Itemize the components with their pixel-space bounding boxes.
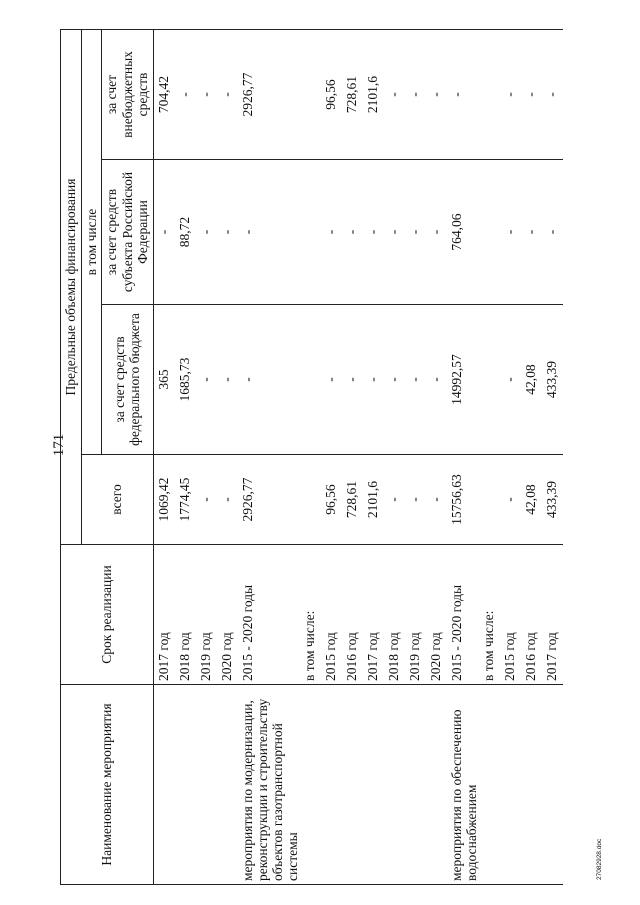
- funding-table-rotated: [60, 30, 559, 885]
- row-term-cell: 2018 год: [384, 545, 405, 685]
- row-extra-cell: -: [426, 29, 447, 159]
- row-name-cell: [542, 685, 563, 885]
- row-federal-cell: -: [238, 305, 300, 455]
- table-row: [447, 29, 479, 884]
- page-number: 171: [51, 433, 67, 457]
- row-regional-cell: [479, 160, 500, 305]
- row-name-cell: [363, 685, 384, 885]
- row-regional-cell: -: [500, 160, 521, 305]
- row-term-cell: 2019 год: [405, 545, 426, 685]
- row-extra-cell: -: [196, 29, 217, 159]
- row-total-cell: -: [384, 455, 405, 545]
- funding-table: [60, 29, 563, 885]
- row-total-cell: [300, 455, 321, 545]
- table-row: [363, 29, 384, 884]
- row-extra-cell: -: [521, 29, 542, 159]
- row-total-cell: [479, 455, 500, 545]
- table-row: [542, 29, 563, 884]
- header-regional: за счет средств субъекта Российской Федерации: [102, 160, 154, 305]
- row-term-cell: 2016 год: [342, 545, 363, 685]
- row-total-cell: -: [405, 455, 426, 545]
- row-term-cell: 2015 год: [321, 545, 342, 685]
- row-federal-cell: -: [196, 305, 217, 455]
- row-total-cell: -: [426, 455, 447, 545]
- row-regional-cell: -: [384, 160, 405, 305]
- row-total-cell: -: [217, 455, 238, 545]
- row-regional-cell: -: [521, 160, 542, 305]
- row-total-cell: 96,56: [321, 455, 342, 545]
- row-federal-cell: [479, 305, 500, 455]
- row-term-cell: 2017 год: [542, 545, 563, 685]
- row-total-cell: 433,39: [542, 455, 563, 545]
- table-row: [479, 29, 500, 884]
- row-name-cell: [521, 685, 542, 885]
- row-total-cell: 15756,63: [447, 455, 479, 545]
- table-row: [342, 29, 363, 884]
- row-federal-cell: -: [321, 305, 342, 455]
- row-extra-cell: -: [384, 29, 405, 159]
- row-federal-cell: 433,39: [542, 305, 563, 455]
- table-row: [175, 29, 196, 884]
- row-name-cell: [300, 685, 321, 885]
- row-regional-cell: -: [426, 160, 447, 305]
- row-name-cell: [405, 685, 426, 885]
- header-incl: в том числе: [81, 29, 102, 454]
- row-total-cell: 2926,77: [238, 455, 300, 545]
- header-federal: за счет средств федерального бюджета: [102, 305, 154, 455]
- row-federal-cell: -: [384, 305, 405, 455]
- row-name-cell: [342, 685, 363, 885]
- row-extra-cell: -: [217, 29, 238, 159]
- row-name-cell: [500, 685, 521, 885]
- table-row: [521, 29, 542, 884]
- row-name-cell: [384, 685, 405, 885]
- row-name-cell: [479, 685, 500, 885]
- row-name-cell: мероприятия по модернизации, реконструкции и строительству объектов газотранспортной системы: [238, 685, 300, 885]
- row-extra-cell: 2926,77: [238, 29, 300, 159]
- row-regional-cell: -: [405, 160, 426, 305]
- table-row: [196, 29, 217, 884]
- row-extra-cell: 2101,6: [363, 29, 384, 159]
- row-total-cell: -: [196, 455, 217, 545]
- header-extra: за счет внебюджетных средств: [102, 29, 154, 159]
- row-term-cell: 2015 - 2020 годы: [238, 545, 300, 685]
- row-regional-cell: [300, 160, 321, 305]
- row-regional-cell: -: [217, 160, 238, 305]
- row-extra-cell: 704,42: [153, 29, 175, 159]
- row-federal-cell: 1685,73: [175, 305, 196, 455]
- header-limits: Предельные объемы финансирования: [61, 29, 82, 544]
- table-row: [384, 29, 405, 884]
- row-extra-cell: -: [447, 29, 479, 159]
- row-total-cell: 42,08: [521, 455, 542, 545]
- row-regional-cell: -: [342, 160, 363, 305]
- row-total-cell: 1774,45: [175, 455, 196, 545]
- row-name-cell: [217, 685, 238, 885]
- row-regional-cell: 88,72: [175, 160, 196, 305]
- row-regional-cell: -: [196, 160, 217, 305]
- row-federal-cell: 42,08: [521, 305, 542, 455]
- row-name-cell: [426, 685, 447, 885]
- row-regional-cell: -: [542, 160, 563, 305]
- row-federal-cell: -: [405, 305, 426, 455]
- header-term: Срок реализации: [61, 545, 154, 685]
- row-name-cell: мероприятия по обеспечению водоснабжением: [447, 685, 479, 885]
- row-term-cell: 2020 год: [217, 545, 238, 685]
- row-federal-cell: -: [426, 305, 447, 455]
- row-regional-cell: -: [153, 160, 175, 305]
- row-term-cell: 2017 год: [153, 545, 175, 685]
- row-total-cell: 1069,42: [153, 455, 175, 545]
- row-name-cell: [175, 685, 196, 885]
- row-term-cell: 2019 год: [196, 545, 217, 685]
- document-stamp: 27082928.doc: [596, 838, 603, 880]
- row-federal-cell: -: [342, 305, 363, 455]
- row-regional-cell: 764,06: [447, 160, 479, 305]
- row-name-cell: [321, 685, 342, 885]
- row-extra-cell: [479, 29, 500, 159]
- table-row: [153, 29, 175, 884]
- row-term-cell: 2017 год: [363, 545, 384, 685]
- header-name: Наименование мероприятия: [61, 685, 154, 885]
- row-regional-cell: -: [363, 160, 384, 305]
- row-extra-cell: -: [542, 29, 563, 159]
- row-federal-cell: [300, 305, 321, 455]
- row-federal-cell: -: [500, 305, 521, 455]
- row-total-cell: 728,61: [342, 455, 363, 545]
- row-extra-cell: 728,61: [342, 29, 363, 159]
- row-name-cell: [153, 685, 175, 885]
- row-term-cell: в том числе:: [479, 545, 500, 685]
- row-extra-cell: 96,56: [321, 29, 342, 159]
- table-row: [238, 29, 300, 884]
- table-body: [153, 29, 563, 884]
- table-row: [300, 29, 321, 884]
- row-term-cell: 2015 год: [500, 545, 521, 685]
- row-term-cell: в том числе:: [300, 545, 321, 685]
- table-row: [500, 29, 521, 884]
- row-extra-cell: -: [175, 29, 196, 159]
- row-name-cell: [196, 685, 217, 885]
- row-regional-cell: -: [238, 160, 300, 305]
- row-federal-cell: -: [363, 305, 384, 455]
- table-row: [217, 29, 238, 884]
- row-term-cell: 2020 год: [426, 545, 447, 685]
- row-extra-cell: [300, 29, 321, 159]
- header-total: всего: [81, 455, 153, 545]
- row-federal-cell: -: [217, 305, 238, 455]
- table-row: [405, 29, 426, 884]
- row-regional-cell: -: [321, 160, 342, 305]
- row-term-cell: 2016 год: [521, 545, 542, 685]
- row-federal-cell: 14992,57: [447, 305, 479, 455]
- table-row: [426, 29, 447, 884]
- row-federal-cell: 365: [153, 305, 175, 455]
- row-total-cell: 2101,6: [363, 455, 384, 545]
- row-extra-cell: -: [500, 29, 521, 159]
- row-total-cell: -: [500, 455, 521, 545]
- row-term-cell: 2018 год: [175, 545, 196, 685]
- table-row: [321, 29, 342, 884]
- row-extra-cell: -: [405, 29, 426, 159]
- row-term-cell: 2015 - 2020 годы: [447, 545, 479, 685]
